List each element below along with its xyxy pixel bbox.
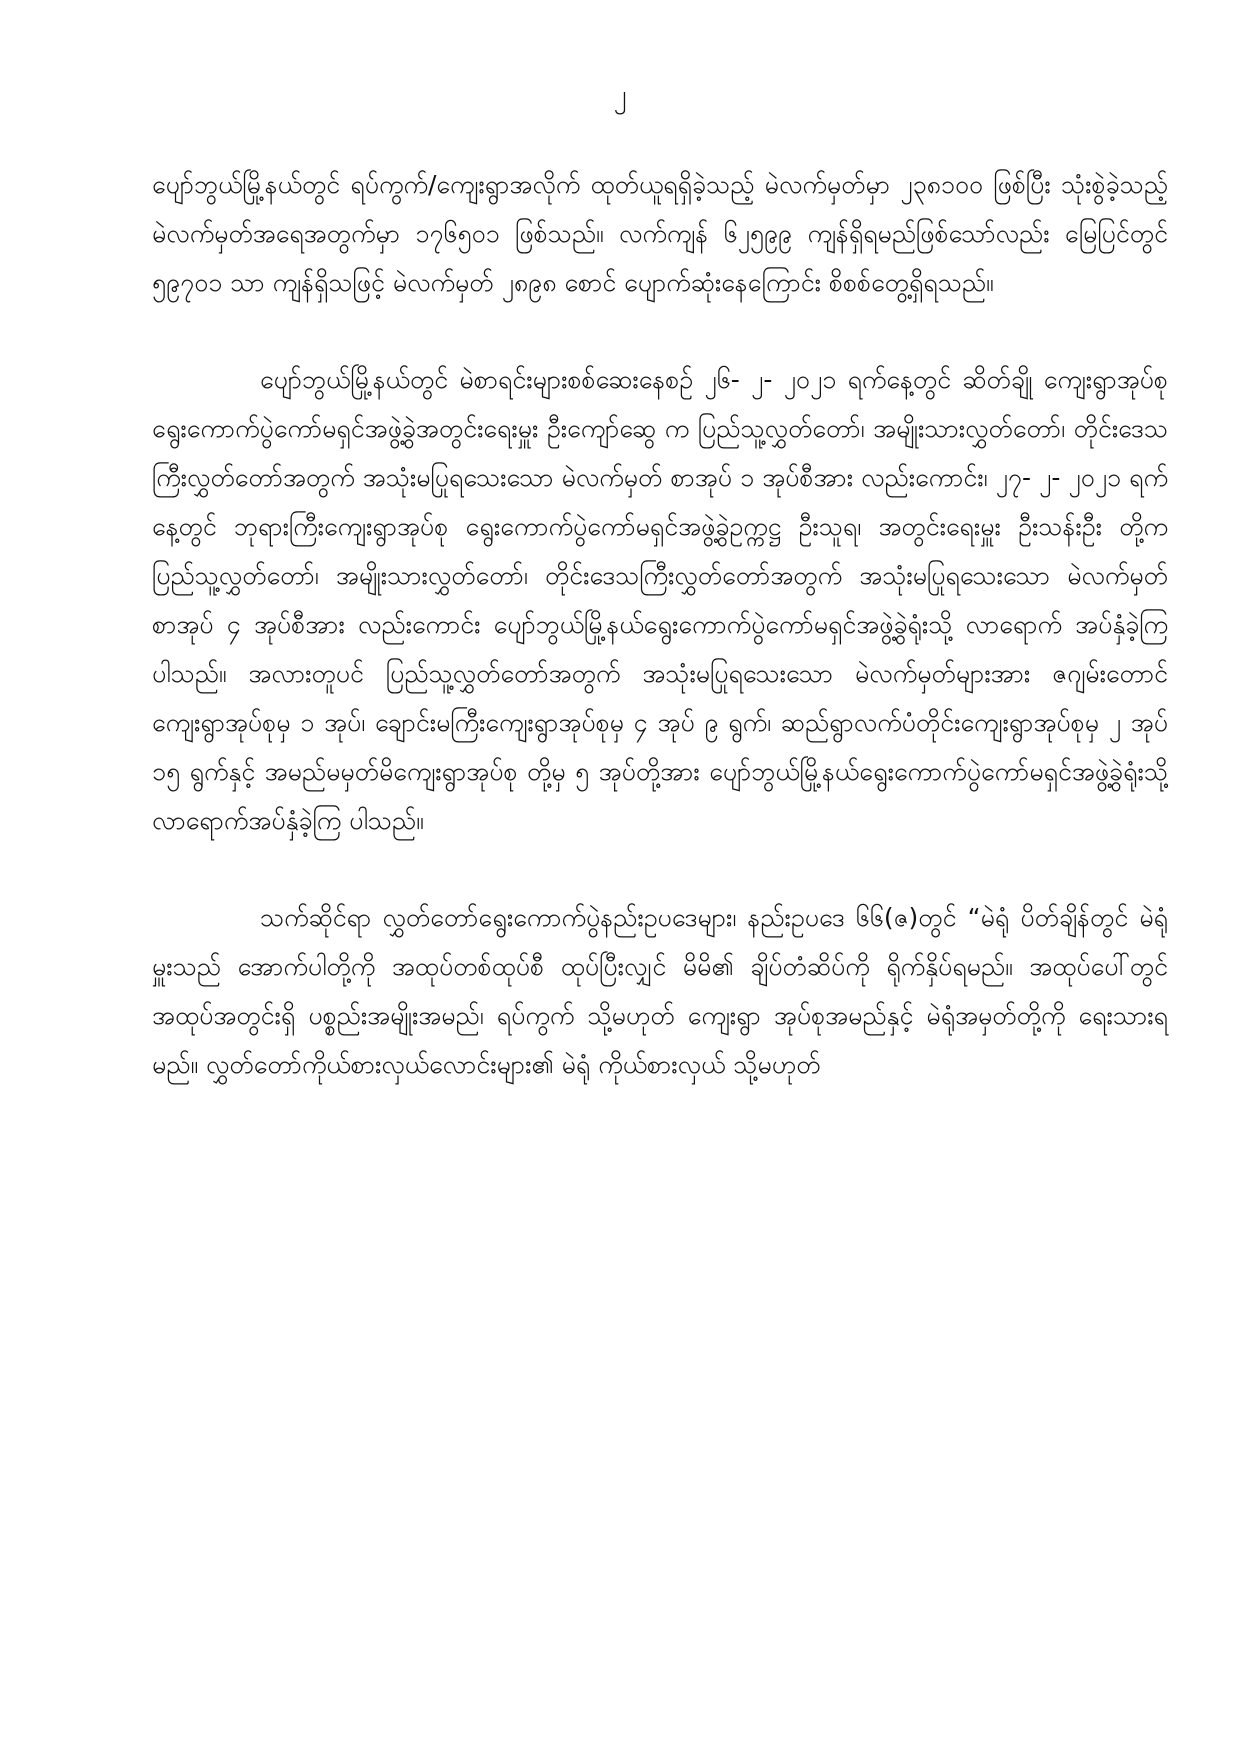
page-number: ၂ — [613, 80, 627, 110]
document-body — [152, 160, 1168, 1089]
paragraph-election-rules: သက်ဆိုင်ရာ လွှတ်တော်ရွေးကောက်ပွဲနည်းဥပဒေများ၊ နည်းဥပဒေ ၆၆(ဇ)တွင် “မဲရုံ ပိတ်ချိန်တွင် မဲရုံမှူးသည် အောက်ပါတို့ကို အထုပ်တစ်ထုပ်စီ ထုပ်ပြီးလျှင် မိမိ၏ ချိပ်တံဆိပ်ကို ရိုက်နှိပ်ရမည်။ အထုပ်ပေါ်တွင် အထုပ်အတွင်းရှိ ပစ္စည်းအမျိုးအမည်၊ ရပ်ကွက် သို့မဟုတ် ကျေးရွာ အုပ်စုအမည်နှင့် မဲရုံအမှတ်တို့ကို ရေးသားရမည်။ လွှတ်တော်ကိုယ်စားလှယ်လောင်းများ၏ မဲရုံ ကိုယ်စားလှယ် သို့မဟုတ် — [152, 903, 1168, 1079]
paragraph-unused-ballots-returned: ပျော်ဘွယ်မြို့နယ်တွင် မဲစာရင်းများစစ်ဆေးနေစဉ် ၂၆- ၂- ၂၀၂၁ ရက်နေ့တွင် ဆိတ်ချို ကျေးရွာအုပ်စုရွေးကောက်ပွဲကော်မရှင်အဖွဲ့ခွဲအတွင်းရေးမှူး ဦးကျော်ဆွေ က ပြည်သူ့လွှတ်တော်၊ အမျိုးသားလွှတ်တော်၊ တိုင်းဒေသကြီးလွှတ်တော်အတွက် အသုံးမပြုရသေးသော မဲလက်မှတ် စာအုပ် ၁ အုပ်စီအား လည်းကောင်း၊ ၂၇- ၂- ၂၀၂၁ ရက်နေ့တွင် ဘုရားကြီးကျေးရွာအုပ်စု ရွေးကောက်ပွဲကော်မရှင်အဖွဲ့ခွဲဥက္ကဋ္ဌ ဦးသူရ၊ အတွင်းရေးမှူး ဦးသန်းဦး တို့က ပြည်သူ့လွှတ်တော်၊ အမျိုးသားလွှတ်တော်၊ တိုင်းဒေသကြီးလွှတ်တော်အတွက် အသုံးမပြုရသေးသော မဲလက်မှတ် စာအုပ် ၄ အုပ်စီအား လည်းကောင်း ပျော်ဘွယ်မြို့နယ်ရွေးကောက်ပွဲကော်မရှင်အဖွဲ့ခွဲရုံးသို့ လာရောက် အပ်နှံခဲ့ကြပါသည်။ အလားတူပင် ပြည်သူ့လွှတ်တော်အတွက် အသုံးမပြုရသေးသော မဲလက်မှတ်များအား ဇဂျမ်းတောင်ကျေးရွာအုပ်စုမှ ၁ အုပ်၊ ချောင်းမကြီးကျေးရွာအုပ်စုမှ ၄ အုပ် ၉ ရွက်၊ ဆည်ရွာလက်ပံတိုင်းကျေးရွာအုပ်စုမှ ၂ အုပ် ၁၅ ရွက်နှင့် အမည်မမှတ်မိကျေးရွာအုပ်စု တို့မှ ၅ အုပ်တို့အား ပျော်ဘွယ်မြို့နယ်ရွေးကောက်ပွဲကော်မရှင်အဖွဲ့ခွဲရုံးသို့ လာရောက်အပ်နှံခဲ့ကြ ပါသည်။ — [152, 365, 1168, 835]
paragraph-ballot-count: ပျော်ဘွယ်မြို့နယ်တွင် ရပ်ကွက်/ကျေးရွာအလိုက် ထုတ်ယူရရှိခဲ့သည့် မဲလက်မှတ်မှာ ၂၃၈၁၀၀ ဖြစ်ပြီး သုံးစွဲခဲ့သည့်မဲလက်မှတ်အရေအတွက်မှာ ၁၇၆၅၀၁ ဖြစ်သည်။ လက်ကျန် ၆၂၅၉၉ ကျန်ရှိရမည်ဖြစ်သော်လည်း မြေပြင်တွင် ၅၉၇၀၁ သာ ကျန်ရှိသဖြင့် မဲလက်မှတ် ၂၈၉၈ စောင် ပျောက်ဆုံးနေကြောင်း စိစစ်တွေ့ရှိရသည်။ — [152, 170, 1168, 297]
